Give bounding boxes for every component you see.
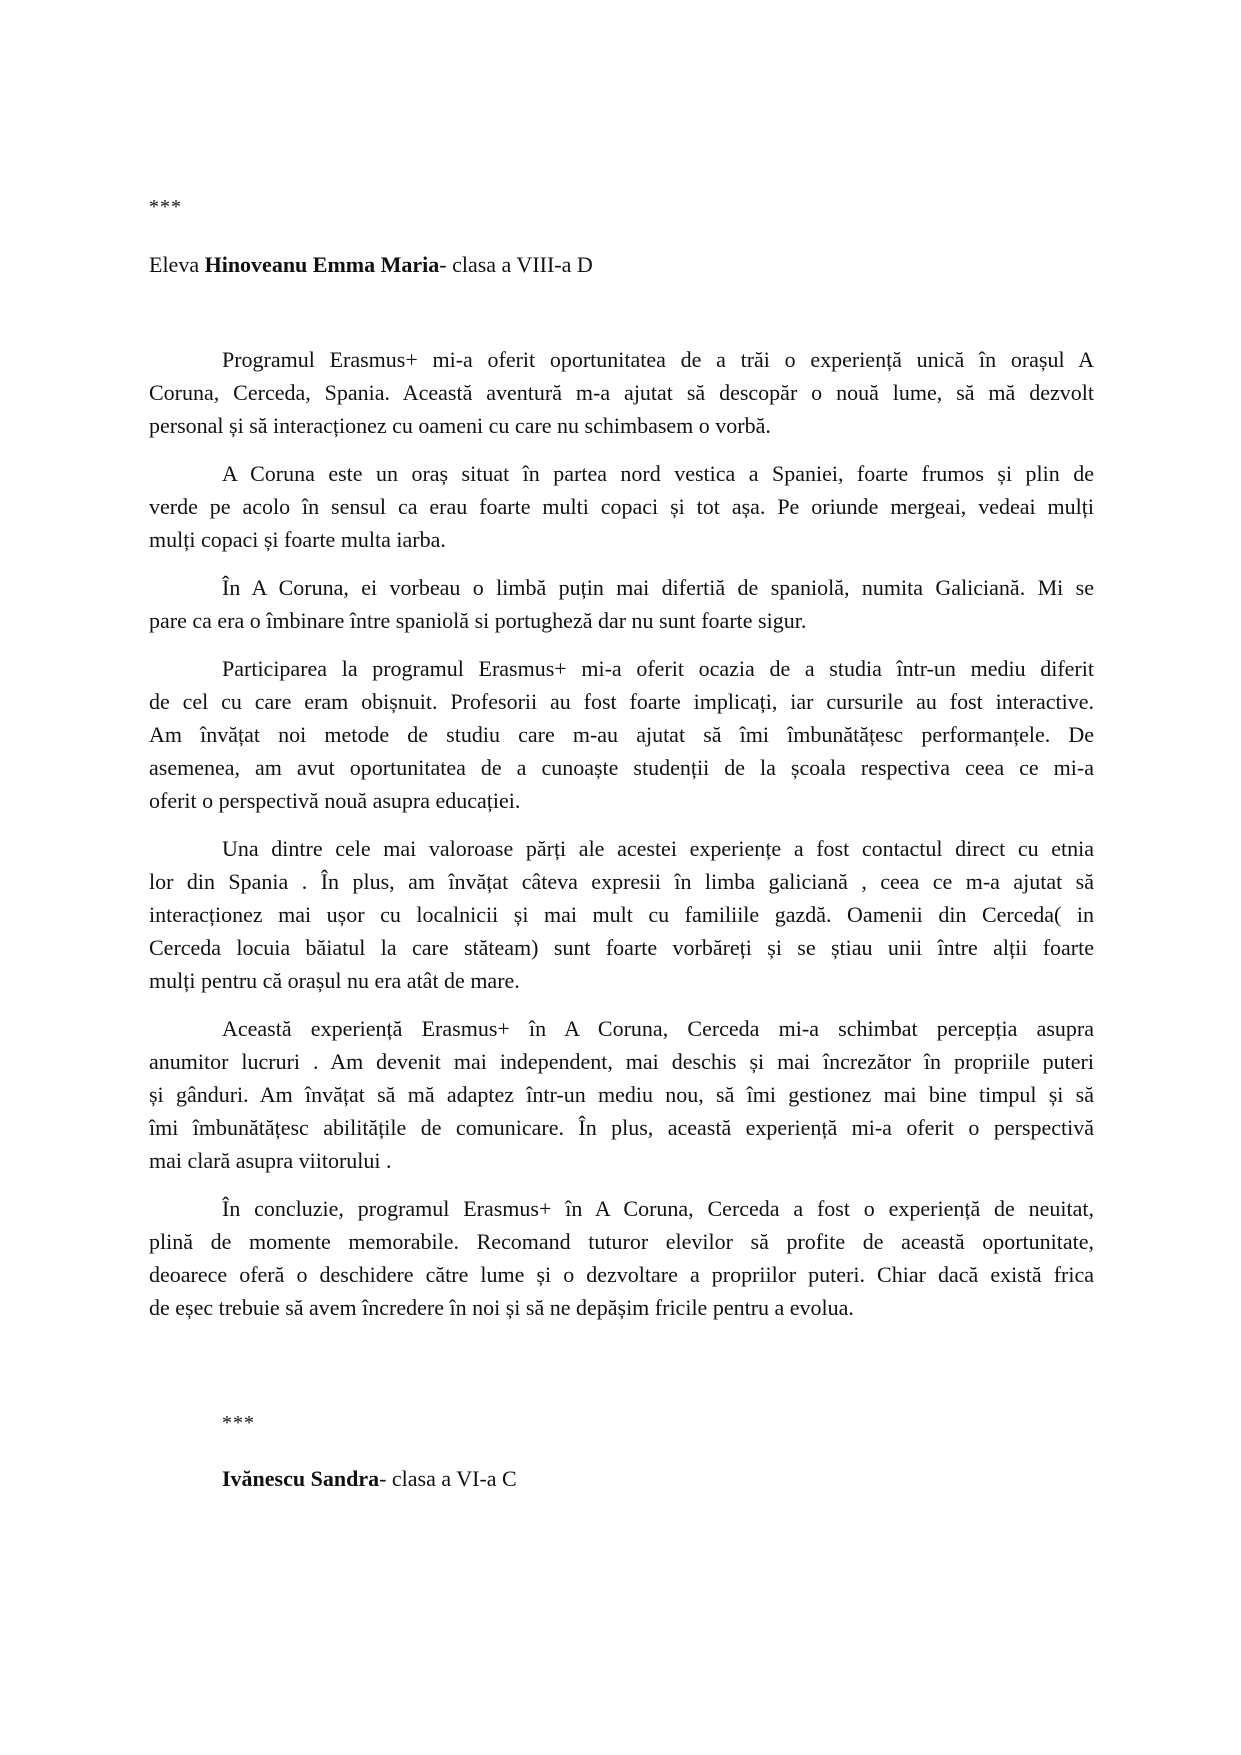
section-separator-2: *** (222, 1412, 255, 1434)
paragraph-line: Participarea la programul Erasmus+ mi-a oferit ocazia de a studia într-un mediu diferit (222, 656, 1094, 681)
author-class-2: - clasa a VI-a C (379, 1466, 517, 1491)
paragraph-line: de eșec trebuie să avem încredere în noi și să ne depășim fricile pentru a evolua. (149, 1295, 854, 1320)
paragraph-line: și gânduri. Am învățat să mă adaptez într-un mediu nou, să îmi gestionez mai bine timpul și să (149, 1082, 1094, 1107)
author-heading (149, 252, 593, 278)
essay-body (149, 343, 1094, 1339)
paragraph-line: de cel cu care eram obișnuit. Profesorii au fost foarte implicați, iar cursurile au fost interactive. (149, 689, 1094, 714)
author-name-2: Ivănescu Sandra (222, 1466, 380, 1491)
paragraph-line: pare ca era o îmbinare între spaniolă si portugheză dar nu sunt foarte sigur. (149, 608, 807, 633)
paragraph-line: plină de momente memorabile. Recomand tuturor elevilor să profite de această oportunitate, (149, 1229, 1094, 1254)
author-name: Hinoveanu Emma Maria (204, 252, 440, 277)
paragraph-line: lor din Spania . În plus, am învățat câteva expresii în limba galiciană , ceea ce m-a ajutat să (149, 869, 1094, 894)
paragraph-line: asemenea, am avut oportunitatea de a cunoaște studenții de la școala respectiva ceea ce mi-a (149, 755, 1094, 780)
paragraph-line: Această experiență Erasmus+ în A Coruna, Cerceda mi-a schimbat percepția asupra (222, 1016, 1094, 1041)
paragraph-line: A Coruna este un oraș situat în partea nord vestica a Spaniei, foarte frumos și plin de (222, 461, 1094, 486)
paragraph-line: interacționez mai ușor cu localnicii și mai mult cu familiile gazdă. Oamenii din Cerceda( in (149, 902, 1094, 927)
paragraph-line: mai clară asupra viitorului . (149, 1148, 392, 1173)
paragraph-line: verde pe acolo în sensul ca erau foarte multi copaci și tot așa. Pe oriunde mergeai, vedeai mulți (149, 494, 1094, 519)
paragraph (149, 571, 1094, 637)
paragraph (149, 832, 1094, 997)
paragraph-line: Cerceda locuia băiatul la care stăteam) sunt foarte vorbăreți și se știau unii între alții foarte (149, 935, 1094, 960)
author-prefix: Eleva (149, 252, 205, 277)
paragraph-line: oferit o perspectivă nouă asupra educației. (149, 788, 521, 813)
paragraph (149, 1192, 1094, 1324)
paragraph-line: Coruna, Cerceda, Spania. Această aventură m-a ajutat să descopăr o nouă lume, să mă dezvolt (149, 380, 1094, 405)
paragraph (149, 343, 1094, 442)
paragraph-line: mulți pentru că orașul nu era atât de mare. (149, 968, 520, 993)
paragraph (149, 457, 1094, 556)
paragraph-line: Una dintre cele mai valoroase părți ale acestei experiențe a fost contactul direct cu etnia (222, 836, 1094, 861)
author-class: - clasa a VIII-a D (439, 252, 593, 277)
paragraph-line: În A Coruna, ei vorbeau o limbă puțin mai difertiă de spaniolă, numita Galiciană. Mi se (222, 575, 1094, 600)
paragraph-line: Programul Erasmus+ mi-a oferit oportunitatea de a trăi o experiență unică în orașul A (222, 347, 1094, 372)
paragraph-line: personal și să interacționez cu oameni cu care nu schimbasem o vorbă. (149, 413, 771, 438)
paragraph-line: deoarece oferă o deschidere către lume și o dezvoltare a propriilor puteri. Chiar dacă există frica (149, 1262, 1094, 1287)
paragraph-line: îmi îmbunătățesc abilitățile de comunicare. În plus, această experiență mi-a oferit o perspectivă (149, 1115, 1094, 1140)
paragraph-line: În concluzie, programul Erasmus+ în A Coruna, Cerceda a fost o experiență de neuitat, (222, 1196, 1094, 1221)
author-heading-2 (222, 1466, 517, 1492)
paragraph (149, 652, 1094, 817)
paragraph-line: anumitor lucruri . Am devenit mai independent, mai deschis și mai încrezător în propriile puteri (149, 1049, 1094, 1074)
paragraph-line: mulți copaci și foarte multa iarba. (149, 527, 446, 552)
paragraph (149, 1012, 1094, 1177)
section-separator: *** (149, 196, 182, 218)
paragraph-line: Am învățat noi metode de studiu care m-au ajutat să îmi îmbunătățesc performanțele. De (149, 722, 1094, 747)
